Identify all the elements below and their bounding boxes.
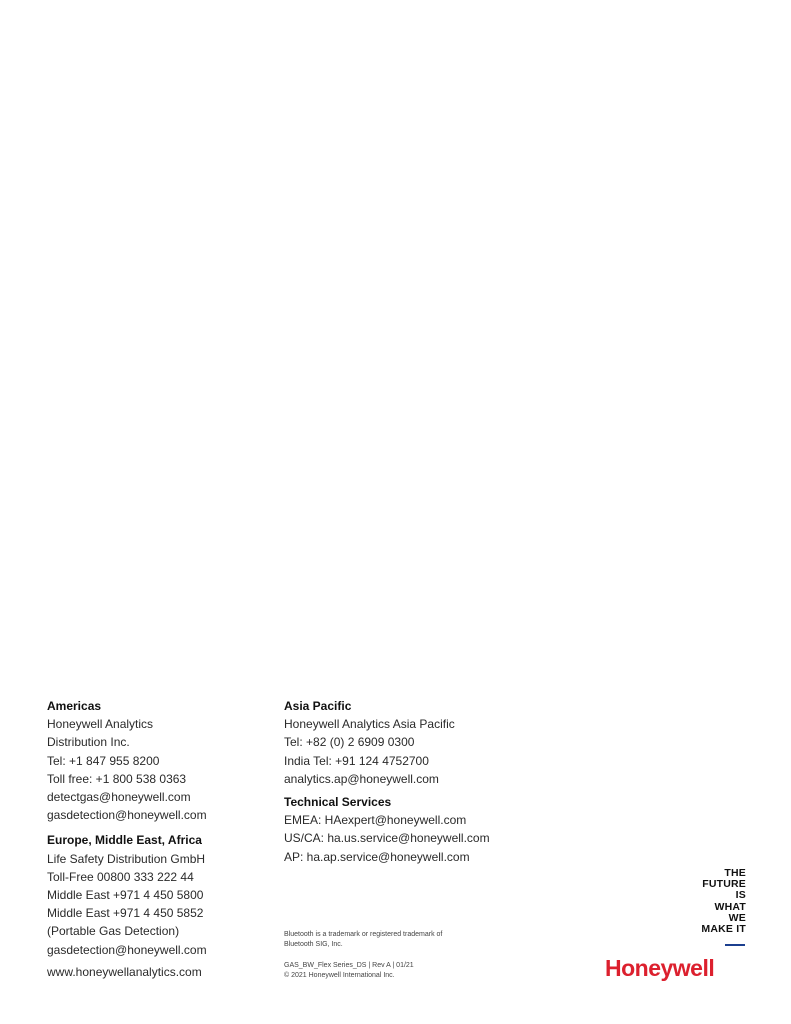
ap-service-email-link[interactable]: AP: ha.ap.service@honeywell.com <box>284 849 470 864</box>
document-id: GAS_BW_Flex Series_DS | Rev A | 01/21 <box>284 962 414 969</box>
tagline <box>701 868 746 935</box>
emea-email-link[interactable]: gasdetection@honeywell.com <box>47 942 207 957</box>
document-info <box>284 961 484 980</box>
technical-services-heading: Technical Services <box>284 795 392 810</box>
copyright-notice: © 2021 Honeywell International Inc. <box>284 971 395 979</box>
emea-heading: Europe, Middle East, Africa <box>47 833 202 848</box>
trademark-notice <box>284 930 484 949</box>
website-link[interactable]: www.honeywellanalytics.com <box>47 965 202 979</box>
asia-pacific-tel: Tel: +82 (0) 2 6909 0300 <box>284 735 415 750</box>
asia-pacific-heading: Asia Pacific <box>284 699 352 713</box>
tagline-line: WHAT <box>714 900 746 913</box>
tagline-line: WE <box>728 911 746 924</box>
americas-tel: Tel: +1 847 955 8200 <box>47 753 160 768</box>
americas-email-link[interactable]: gasdetection@honeywell.com <box>47 808 207 823</box>
honeywell-logo: Honeywell <box>605 955 715 981</box>
tagline-line: FUTURE <box>702 878 746 891</box>
asia-pacific-email-link[interactable]: analytics.ap@honeywell.com <box>284 771 439 786</box>
asia-pacific-section <box>284 697 524 788</box>
americas-toll-free: Toll free: +1 800 538 0363 <box>47 771 187 786</box>
emea-line: Middle East +971 4 450 5800 <box>47 888 204 903</box>
contact-column-left <box>47 697 267 959</box>
emea-line: Middle East +971 4 450 5852 <box>47 906 204 921</box>
asia-pacific-line: Honeywell Analytics Asia Pacific <box>284 717 455 732</box>
trademark-line: Bluetooth is a trademark or registered trademark of <box>284 931 443 938</box>
contact-column-right <box>284 697 524 866</box>
tagline-divider <box>725 944 745 946</box>
tagline-line: THE <box>724 867 746 879</box>
americas-line: Honeywell Analytics <box>47 717 154 732</box>
emea-line: Life Safety Distribution GmbH <box>47 851 206 866</box>
americas-heading: Americas <box>47 699 102 713</box>
technical-services-section <box>284 793 524 866</box>
americas-email-link[interactable]: detectgas@honeywell.com <box>47 790 191 805</box>
americas-line: Distribution Inc. <box>47 735 130 750</box>
americas-section <box>47 697 267 824</box>
trademark-line: Bluetooth SIG, Inc. <box>284 940 343 948</box>
emea-service-email-link[interactable]: EMEA: HAexpert@honeywell.com <box>284 813 467 828</box>
emea-line: Toll-Free 00800 333 222 44 <box>47 869 194 884</box>
tagline-line: MAKE IT <box>701 923 746 936</box>
tagline-line: IS <box>735 889 746 902</box>
emea-section <box>47 831 267 958</box>
us-ca-service-email-link[interactable]: US/CA: ha.us.service@honeywell.com <box>284 831 490 846</box>
india-tel: India Tel: +91 124 4752700 <box>284 753 429 768</box>
emea-line: (Portable Gas Detection) <box>47 924 180 939</box>
